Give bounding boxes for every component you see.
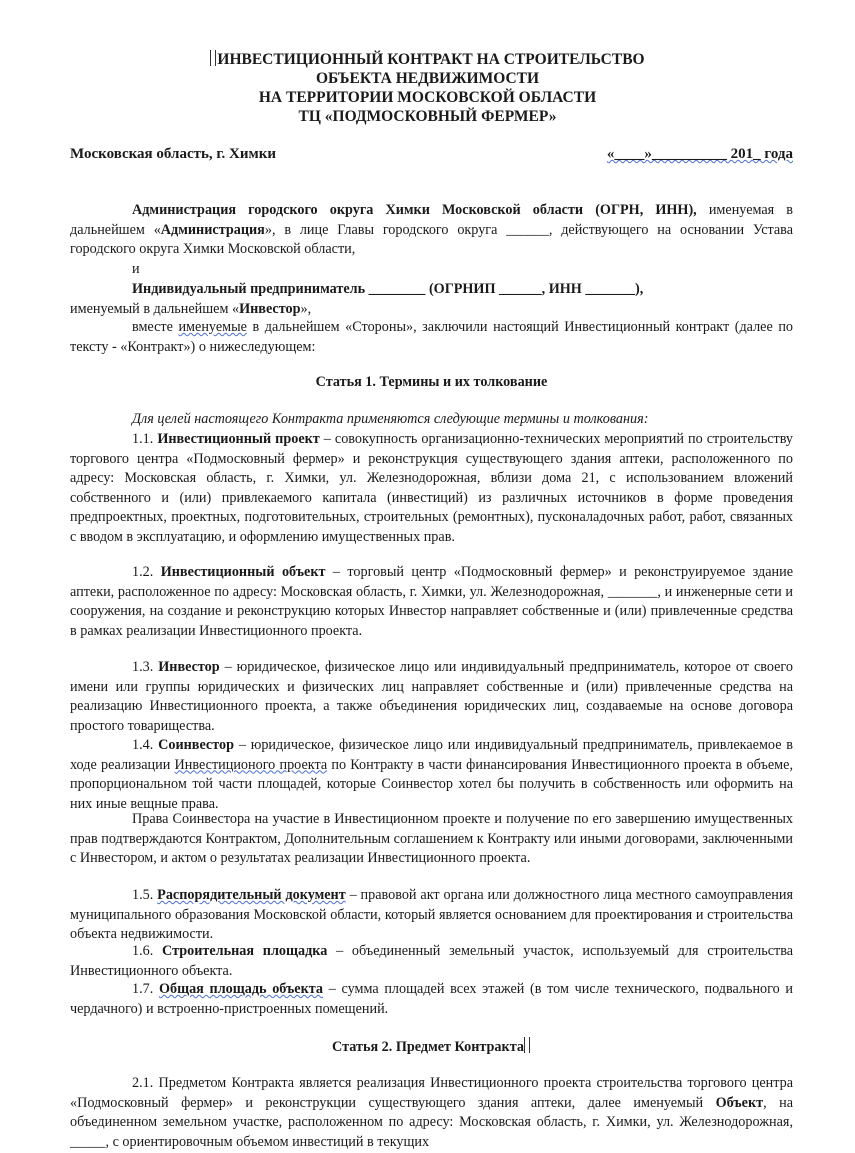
clause-1-7: 1.7. Общая площадь объекта – сумма площадей всех этажей (в том числе технического, подвального и чердачного) и встроенно-пристроенных помещений. bbox=[70, 981, 793, 1017]
article-1-intro: Для целей настоящего Контракта применяются следующие термины и толкования: bbox=[132, 411, 649, 427]
article-1-heading: Статья 1. Термины и их толкование bbox=[315, 374, 548, 390]
title-line-2: ОБЪЕКТА НЕДВИЖИМОСТИ bbox=[315, 70, 540, 87]
party-administration: Администрация городского округа Химки Московской области (ОГРН, ИНН), именуемая в дальнейшем «Администрация», в лице Главы городского округа ______, действующего на основании Устава городского округа Химки Московской области, bbox=[70, 202, 794, 258]
article-2-heading: Статья 2. Предмет Контракта bbox=[70, 1037, 793, 1058]
clause-1-4-rights: Права Соинвестора на участие в Инвестиционном проекте и получение по его завершению имущественных прав подтверждаются Контрактом, Дополнительным соглашением к Контракту или иными договорами, заключенными с Инвестором, и актом о результатах реализации Инвестиционного проекта. bbox=[70, 811, 793, 867]
parties-together: вместе именуемые в дальнейшем «Стороны», заключили настоящий Инвестиционный контракт (далее по тексту - «Контракт») о нижеследующем: bbox=[70, 319, 793, 355]
contract-place: Московская область, г. Химки bbox=[70, 146, 277, 162]
text-cursor-icon bbox=[524, 1037, 530, 1053]
clause-1-3: 1.3. Инвестор – юридическое, физическое лицо или индивидуальный предприниматель, которое от своего имени или группы юридических и физических лиц направляет собственные и (или) привлеченные средства на реализацию Инвестиционного проекта, а также объединения юридических лиц, создаваемые на основе договора простого товарищества. bbox=[70, 659, 793, 734]
clause-1-4: 1.4. Соинвестор – юридическое, физическое лицо или индивидуальный предприниматель, привлекаемое в ходе реализации Инвестиционого проекта по Контракту в части финансирования Инвестиционного проекта в объеме, пропорциональном той части площадей, которые Соинвестор хотел бы получить в собственность или оформить на них иные вещные права. bbox=[70, 737, 794, 812]
clause-1-2: 1.2. Инвестиционный объект – торговый центр «Подмосковный фермер» и реконструируемое здание аптеки, расположенное по адресу: Московская область, г. Химки, ул. Железнодорожная, _______, и инженерные сети и сооружения, на создание и реконструкцию которых Инвестор направляет собственные и (или) привлеченные средства в рамках реализации Инвестиционного проекта. bbox=[70, 564, 794, 639]
text-cursor-icon bbox=[210, 50, 216, 66]
title-line-1: ИНВЕСТИЦИОННЫЙ КОНТРАКТ НА СТРОИТЕЛЬСТВО bbox=[0, 50, 855, 69]
clause-1-6: 1.6. Строительная площадка – объединенный земельный участок, используемый для строительства Инвестиционного объекта. bbox=[70, 943, 794, 979]
party-investor: Индивидуальный предприниматель ________ (ОГРНИП ______, ИНН _______), именуемый в дальнейшем «Инвестор», bbox=[70, 281, 644, 317]
title-line-3: НА ТЕРРИТОРИИ МОСКОВСКОЙ ОБЛАСТИ bbox=[258, 89, 597, 106]
title-line-4: ТЦ «ПОДМОСКОВНЫЙ ФЕРМЕР» bbox=[298, 108, 557, 125]
document-title bbox=[0, 50, 855, 126]
clause-1-5: 1.5. Распорядительный документ – правовой акт органа или должностного лица местного самоуправления муниципального образования Московской области, который является основанием для проектирования и строительства объекта недвижимости. bbox=[70, 887, 794, 943]
place-date-line bbox=[70, 146, 793, 164]
clause-1-1: 1.1. Инвестиционный проект – совокупность организационно-технических мероприятий по строительству торгового центра «Подмосковный фермер» и реконструкция существующего здания аптеки, расположенного по адресу: Московская область, г. Химки, ул. Железнодорожная, вблизи дома 21, с использованием вложений собственного и (или) привлекаемого капитала (инвестиций) из различных источников в форме проведения предпроектных, проектных, подготовительных, строительных (ремонтных), пусконаладочных работ, работ, связанных с вводом в эксплуатацию, и оформлению имущественных прав. bbox=[70, 431, 794, 545]
clause-2-1: 2.1. Предметом Контракта является реализация Инвестиционного проекта строительства торгового центра «Подмосковный фермер» и реконструкции существующего здания аптеки, далее именуемый Объект, на объединенном земельном участке, расположенном по адресу: Московская область, г. Химки, ул. Железнодорожная, _____, с ориентировочным объемом инвестиций в текущих bbox=[70, 1075, 794, 1150]
and-word: и bbox=[132, 261, 140, 277]
contract-date: «____»__________ 201_ года bbox=[606, 146, 793, 162]
